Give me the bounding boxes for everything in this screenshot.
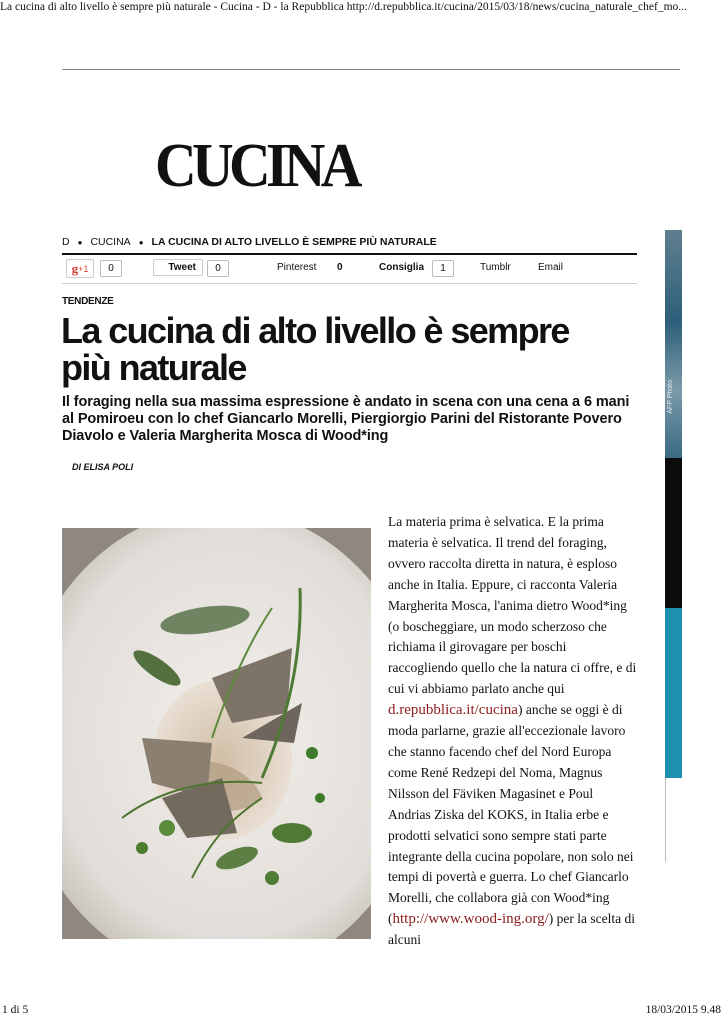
article-kicker[interactable]: TENDENZE [62,296,114,307]
breadcrumb-divider [62,253,637,255]
ad-caption: AFP Photo [667,380,674,414]
breadcrumb-current: LA CUCINA DI ALTO LIVELLO È SEMPRE PIÙ NATURALE [151,236,437,248]
article-body-part3: ) per la scelta di alcuni [388,911,635,948]
article-body-part2: ) anche se oggi è di moda parlarne, grazie all'eccezionale lavoro che stanno facendo chef del Nord Europa come René Redzepi del Noma, Magnus Nilsson del Fäviken Magasinet e Poul Andrias Ziska del KOKS, in Italia erbe e prodotti selvatici sono sempre stati parte integrante della cucina popolare, non solo nei tempi di povertà e guerra. Lo chef Giancarlo Morelli, che collabora già con Wood*ing ( [388,702,634,927]
breadcrumb-root[interactable]: D [62,236,70,248]
top-divider [62,69,680,70]
pinterest-count: 0 [337,262,343,273]
breadcrumb-separator-icon: ● [77,237,83,247]
facebook-consiglia-button[interactable]: Consiglia [379,262,425,273]
article-link-wooding[interactable]: http://www.wood-ing.org/ [392,911,549,928]
print-datetime: 18/03/2015 9.48 [645,1004,721,1016]
consiglia-count: 1 [432,260,454,277]
share-bar [62,258,637,280]
tweet-count: 0 [207,260,229,277]
google-plus-count: 0 [100,260,122,277]
side-ad-banner[interactable] [665,230,682,778]
breadcrumb-section[interactable]: CUCINA [90,236,131,248]
article-body-part1: La materia prima è selvatica. E la prima materia è selvatica. Il trend del foraging, ovvero raccolta diretta in natura, è esploso anche in Italia. Eppure, ci racconta Valeria Margherita Mosca, l'anima dietro Wood*ing (o boscheggiare, un modo scherzoso che richiama il girovagare per boschi raccogliendo quello che la natura ci offre, e di cui vi abbiamo parlato anche qui [388,514,637,697]
breadcrumb-separator-icon: ● [138,237,144,247]
pinterest-button[interactable]: Pinterest [277,262,317,273]
article-photo [62,528,371,939]
page-counter: 1 di 5 [2,1004,29,1016]
article-title: La cucina di alto livello è sempre più naturale [61,310,569,388]
google-plus-icon: g [71,260,79,276]
article-byline[interactable]: DI ELISA POLI [72,462,134,472]
ad-divider [665,778,666,862]
email-button[interactable]: Email [538,262,564,273]
tweet-label: Tweet [168,262,196,273]
print-header: La cucina di alto livello è sempre più naturale - Cucina - D - la Repubblica http://d.repubblica.it/cucina/2015/03/18/news/cucina_naturale_chef_mo... [0,1,687,13]
google-plus-label: +1 [78,263,89,274]
article-link-repubblica[interactable]: d.repubblica.it/cucina [388,702,518,719]
breadcrumb [62,236,437,248]
google-plus-button[interactable] [66,259,94,278]
article-subtitle: Il foraging nella sua massima espressione è andato in scena con una cena a 6 mani al Pomiroeu con lo chef Giancarlo Morelli, Piergiorgio Parini del Ristorante Povero Diavolo e Valeria Margherita Mosca di Wood*ing [62,394,630,444]
section-logo[interactable]: CUCINA [155,132,358,200]
tumblr-button[interactable]: Tumblr [480,262,511,273]
article-body [388,512,638,951]
share-divider [62,283,637,284]
tweet-button[interactable] [153,259,203,276]
